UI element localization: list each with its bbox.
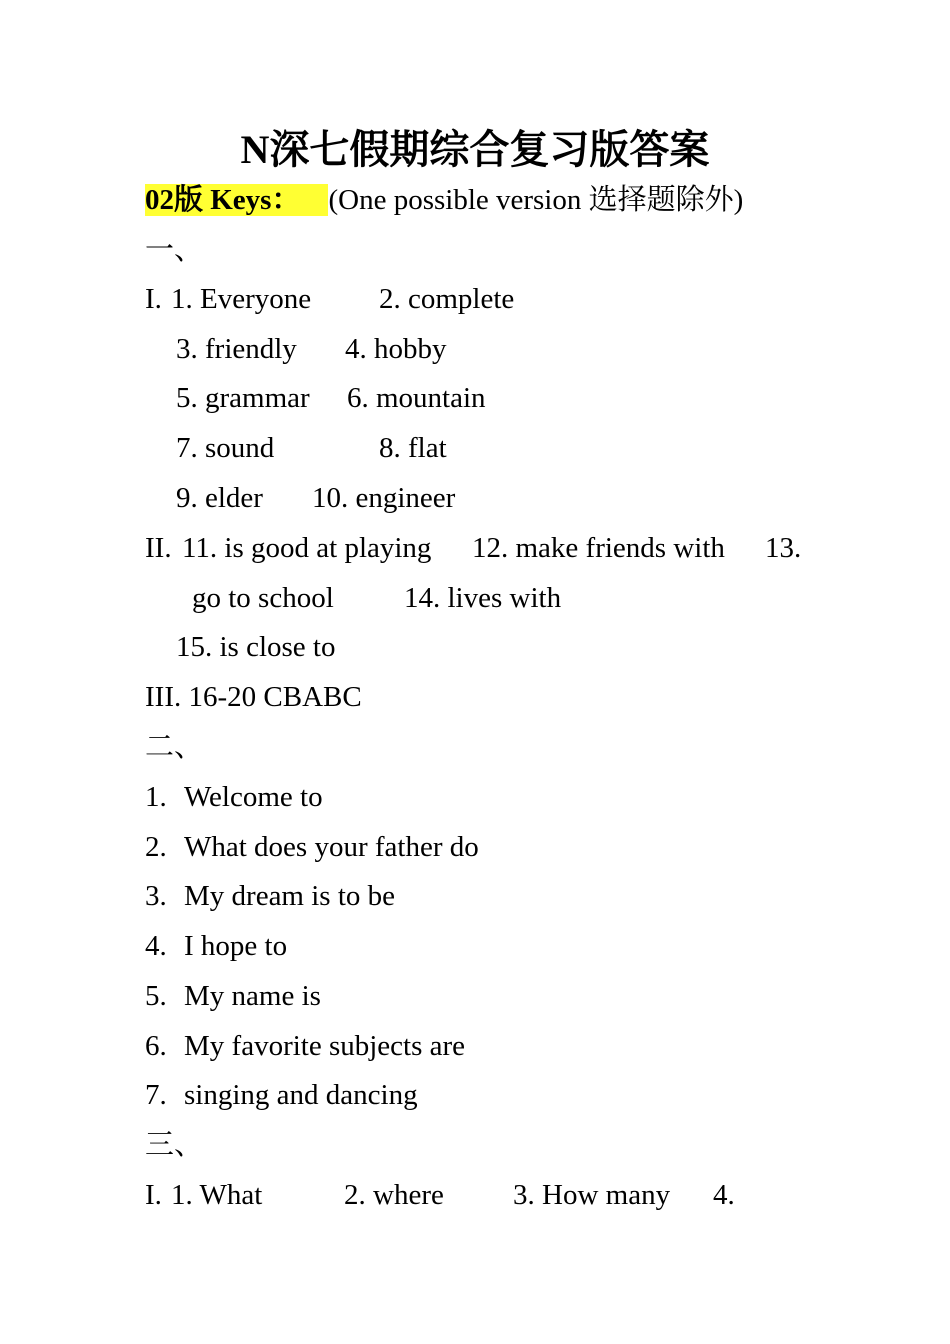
answer-item: 10. engineer (312, 482, 456, 514)
answer-item: 13. (765, 532, 802, 564)
answer-item: 12. make friends with (472, 532, 725, 564)
page-title: N深七假期综合复习版答案 (240, 127, 710, 172)
list-item-number: 1. (145, 781, 167, 813)
section3-part1-label: I. (145, 1179, 162, 1211)
section3-part1-row (145, 1177, 735, 1213)
list-item-text: My dream is to be (184, 880, 396, 912)
list-item-text: My favorite subjects are (184, 1030, 466, 1062)
keys-line (145, 182, 743, 218)
list-item (145, 928, 288, 964)
answer-item: 1. Everyone (171, 283, 312, 315)
keys-highlight: 02版 Keys： (145, 184, 328, 216)
list-item (145, 978, 321, 1014)
answer-item: 1. What (171, 1179, 263, 1211)
list-item-number: 5. (145, 980, 167, 1012)
section3-heading: 三、 (145, 1129, 204, 1161)
part2-row-2 (192, 580, 562, 616)
part3-row (145, 679, 362, 715)
answer-item: 5. grammar (176, 382, 310, 414)
list-item-text: Welcome to (184, 781, 323, 813)
answer-item: 4. hobby (345, 333, 447, 365)
answer-item: 9. elder (176, 482, 263, 514)
list-item (145, 1077, 418, 1113)
answer-item: 3. How many (513, 1179, 671, 1211)
list-item-number: 7. (145, 1079, 167, 1111)
list-item-number: 2. (145, 831, 167, 863)
list-item-number: 4. (145, 930, 167, 962)
part3-text: 16-20 CBABC (188, 681, 362, 713)
list-item (145, 829, 479, 865)
part2-row-1 (145, 530, 802, 566)
part1-row-3 (176, 380, 486, 416)
list-item-text: I hope to (184, 930, 288, 962)
list-item-text: What does your father do (184, 831, 479, 863)
list-item-text: My name is (184, 980, 321, 1012)
part1-label: I. (145, 283, 162, 315)
answer-item: 4. (713, 1179, 735, 1211)
answer-item: 7. sound (176, 432, 275, 464)
answer-item: 2. complete (379, 283, 515, 315)
part1-row-5 (176, 480, 456, 516)
answer-item: 2. where (344, 1179, 444, 1211)
part2-label: II. (145, 532, 172, 564)
answer-item: 6. mountain (347, 382, 486, 414)
part3-label: III. (145, 681, 182, 713)
part2-row-3: 15. is close to (176, 631, 336, 663)
list-item-text: singing and dancing (184, 1079, 418, 1111)
part1-row-2 (176, 331, 447, 367)
answer-item: 8. flat (379, 432, 447, 464)
part1-row-4 (176, 430, 447, 466)
answer-item: 14. lives with (404, 582, 562, 614)
list-item (145, 779, 323, 815)
keys-note: (One possible version 选择题除外) (328, 184, 744, 216)
list-item-number: 6. (145, 1030, 167, 1062)
part1-row-1 (145, 281, 515, 317)
answer-item: 11. is good at playing (182, 532, 432, 564)
section1-heading: 一、 (145, 234, 204, 266)
answer-item: 3. friendly (176, 333, 297, 365)
list-item (145, 878, 396, 914)
section2-heading: 二、 (145, 731, 204, 763)
list-item (145, 1028, 466, 1064)
list-item-number: 3. (145, 880, 167, 912)
answer-item: go to school (192, 582, 334, 614)
